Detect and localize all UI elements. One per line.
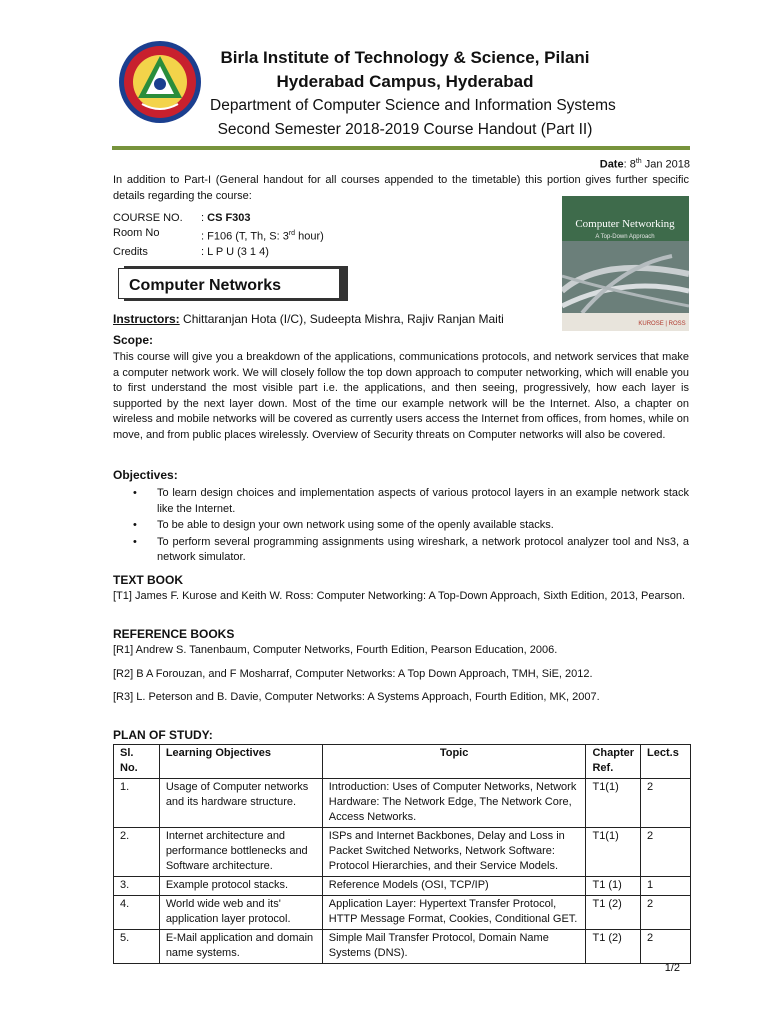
handout-date: Date: 8th Jan 2018 [599,158,690,171]
textbook-t1: [T1] James F. Kurose and Keith W. Ross: Computer Networking: A Top-Down Approach, Sixth Edition, 2013, Pearson. [113,590,686,602]
objective-item: • To be able to design your own network using some of the openly available stacks. [133,518,689,534]
table-header-row [114,745,691,779]
book-title: Computer Networking [575,218,675,230]
room-label: Room No [113,227,160,239]
reference-r1: [R1] Andrew S. Tanenbaum, Computer Networks, Fourth Edition, Pearson Education, 2006. [113,644,558,656]
header-topic: Topic [322,745,586,779]
page-number: 1/2 [664,962,680,974]
course-no-value: : CS F303 [201,212,251,224]
table-row: 3. Example protocol stacks. Reference Models (OSI, TCP/IP) T1 (1) 1 [114,877,691,896]
header-learning-objectives: Learning Objectives [159,745,322,779]
campus-name: Hyderabad Campus, Hyderabad [276,72,534,91]
scope-paragraph: This course will give you a breakdown of the applications, communications protocols, and network services that make a computer network work. We will closely follow the top down approach to computer networking, which will enable you to first understand the most visible part i.e. the applications, and then seeing, progressively, how each layer is supported by the next layer down. Most of the time our example network will be the Internet. Also, a chapter on wireless and mobile networks will be covered as currently users access the Internet from offices, from homes, while on move, and from public places wirelessly. Overview of Security threats on Computer networks will also be covered. [113,351,689,441]
book-subtitle: A Top-Down Approach [595,234,655,240]
objective-item: • To learn design choices and implementation aspects of various protocol layers in an example network stack like the Internet. [133,486,689,517]
plan-of-study-heading: PLAN OF STUDY: [113,728,213,742]
book-authors: KUROSE | ROSS [638,321,686,327]
objective-item: • To perform several programming assignments using wireshark, a network protocol analyzer tool and Ns3, a network simulator. [133,535,689,566]
room-value: : F106 (T, Th, S: 3rd hour) [201,230,324,243]
credits-label: Credits [113,245,148,258]
table-row: 2. Internet architecture and performance bottlenecks and Software architecture. ISPs and Internet Backbones, Delay and Loss in Packet Switched Networks, Network Software: Protocol Hierarchies, and their Service Models. T1(1) 2 [114,828,691,877]
objectives-list [133,486,689,567]
reference-r3: [R3] L. Peterson and B. Davie, Computer Networks: A Systems Approach, Fourth Edition, MK, 2007. [113,691,600,703]
course-details [113,211,324,260]
credits-value: : L P U (3 1 4) [201,245,269,258]
header-sl-no: Sl. No. [114,745,160,779]
instructors: Instructors: Chittaranjan Hota (I/C), Sudeepta Mishra, Rajiv Ranjan Maiti [113,312,504,326]
institute-name: Birla Institute of Technology & Science, Pilani [220,48,590,67]
reference-books-heading: REFERENCE BOOKS [113,627,235,641]
course-title: Computer Networks [118,268,340,299]
header-divider [112,146,690,150]
bits-logo [118,40,202,124]
table-row: 1. Usage of Computer networks and its hardware structure. Introduction: Uses of Computer Networks, Network Hardware: The Network Edge, The Network Core, Access Networks. T1(1) 2 [114,779,691,828]
intro-paragraph: In addition to Part-I (General handout for all courses appended to the timetable) this portion gives further specific details regarding the course: [113,174,689,202]
table-row: 4. World wide web and its' application layer protocol. Application Layer: Hypertext Transfer Protocol, HTTP Message Format, Cookies, Conditional GET. T1 (2) 2 [114,896,691,930]
course-no-label: COURSE NO. [113,212,183,224]
department-name: Department of Computer Science and Information Systems [210,97,616,114]
textbook-heading: TEXT BOOK [113,573,184,587]
plan-of-study-table [113,744,691,964]
header-chapter-ref: Chapter Ref. [586,745,641,779]
objectives-heading: Objectives: [113,468,178,482]
semester-title: Second Semester 2018-2019 Course Handout (Part II) [217,121,593,138]
scope-heading: Scope: [113,333,154,347]
reference-r2: [R2] B A Forouzan, and F Mosharraf, Computer Networks: A Top Down Approach, TMH, SiE, 2012. [113,668,593,680]
textbook-cover-image [562,196,689,331]
table-row: 5. E-Mail application and domain name systems. Simple Mail Transfer Protocol, Domain Name Systems (DNS). T1 (2) 2 [114,930,691,964]
header-lects: Lect.s [641,745,691,779]
